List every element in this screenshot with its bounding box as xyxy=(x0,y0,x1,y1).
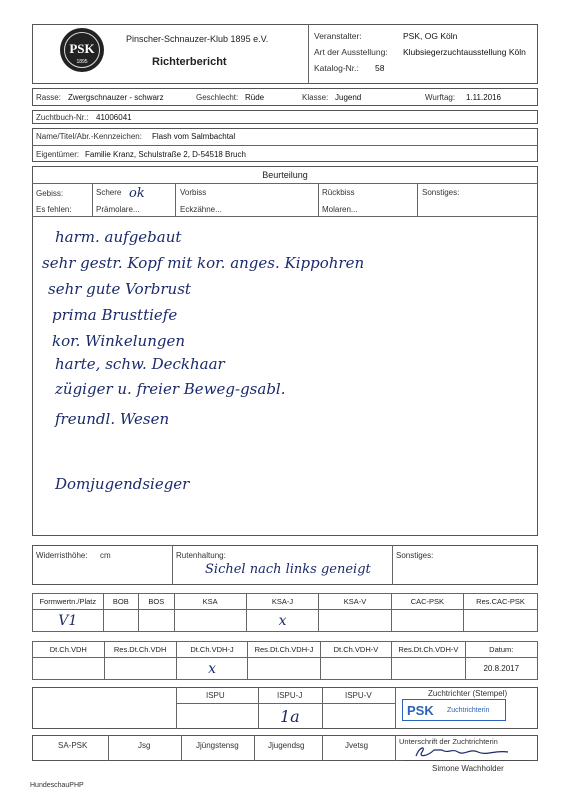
date-value: 20.8.2017 xyxy=(465,658,538,680)
height-label: Widerristhöhe: xyxy=(36,551,88,560)
sex-value: Rüde xyxy=(245,93,265,102)
schere-label: Schere xyxy=(96,188,122,197)
ispu-header: ISPU xyxy=(206,691,225,700)
software-footer: HundeschauPHP xyxy=(30,782,84,789)
eckzaehne-label: Eckzähne... xyxy=(180,205,222,214)
results-table-2 xyxy=(32,641,538,680)
assessment-line: kor. Winkelungen xyxy=(52,332,186,350)
result-value xyxy=(139,610,174,632)
assessment-line: freundl. Wesen xyxy=(55,410,170,428)
praemolare-label: Prämolare... xyxy=(96,205,140,214)
result-value xyxy=(320,658,392,680)
result-header: Dt.Ch.VDH-V xyxy=(320,642,392,658)
tail-handwritten: Sichel nach links geneigt xyxy=(205,562,371,577)
whelped-value: 1.11.2016 xyxy=(466,93,501,102)
organizer-label: Veranstalter: xyxy=(314,31,362,41)
vorbiss-label: Vorbiss xyxy=(180,188,207,197)
report-title: Richterbericht xyxy=(152,56,227,68)
result-header: Res.Dt.Ch.VDH-J xyxy=(248,642,320,658)
studbook-label: Zuchtbuch-Nr.: xyxy=(36,113,89,122)
signature-label: Unterschrift der Zuchtrichterin xyxy=(399,737,498,746)
breed-label: Rasse: xyxy=(36,93,61,102)
owner-value: Familie Kranz, Schulstraße 2, D-54518 Bruch xyxy=(85,150,246,159)
assessment-line: harm. aufgebaut xyxy=(55,228,182,246)
club-logo xyxy=(60,28,104,72)
result-value xyxy=(248,658,320,680)
tail-label: Rutenhaltung: xyxy=(176,551,226,560)
result-value xyxy=(33,658,105,680)
other-label: Sonstiges: xyxy=(396,551,434,560)
ispu-j-header: ISPU-J xyxy=(277,691,303,700)
assessment-line: sehr gestr. Kopf mit kor. anges. Kippohren xyxy=(42,254,365,272)
height-unit: cm xyxy=(100,551,111,560)
header-divider xyxy=(308,24,309,84)
whelped-label: Wurftag: xyxy=(425,93,456,102)
organizer-value: PSK, OG Köln xyxy=(403,31,458,41)
stamp-text: PSK xyxy=(407,703,434,718)
catalog-label: Katalog-Nr.: xyxy=(314,63,359,73)
result-value xyxy=(104,658,176,680)
result-header: BOB xyxy=(103,594,138,610)
ispu-v-header: ISPU-V xyxy=(345,691,372,700)
jjugendsg-header: Jjugendsg xyxy=(268,741,305,750)
result-header: Res.Dt.Ch.VDH-V xyxy=(392,642,465,658)
owner-label: Eigentümer: xyxy=(36,150,80,159)
result-header: CAC-PSK xyxy=(391,594,463,610)
name-value: Flash vom Salmbachtal xyxy=(152,132,236,141)
judge-name: Simone Wachholder xyxy=(432,764,504,773)
gebiss-label: Gebiss: xyxy=(36,189,64,198)
result-value xyxy=(391,610,463,632)
show-type-label: Art der Ausstellung: xyxy=(314,47,388,57)
result-header: Datum: xyxy=(465,642,538,658)
result-header: Res.Dt.Ch.VDH xyxy=(104,642,176,658)
assessment-line: harte, schw. Deckhaar xyxy=(55,355,225,373)
rueckbiss-label: Rückbiss xyxy=(322,188,355,197)
assessment-line: sehr gute Vorbrust xyxy=(48,280,191,298)
result-value xyxy=(319,610,391,632)
sex-label: Geschlecht: xyxy=(196,93,239,102)
result-value xyxy=(392,658,465,680)
catalog-value: 58 xyxy=(375,63,385,73)
molaren-label: Molaren... xyxy=(322,205,358,214)
result-value xyxy=(464,610,538,632)
result-header: BOS xyxy=(139,594,174,610)
jjuengstensg-header: Jjüngstensg xyxy=(196,741,239,750)
breed-value: Zwergschnauzer - schwarz xyxy=(68,93,164,102)
club-name: Pinscher-Schnauzer-Klub 1895 e.V. xyxy=(126,34,269,44)
result-header: Dt.Ch.VDH xyxy=(33,642,105,658)
result-header: Formwertn./Platz xyxy=(33,594,104,610)
result-header: Dt.Ch.VDH-J xyxy=(176,642,248,658)
logo-year: 1895 xyxy=(76,59,88,65)
stamp-label: Zuchtrichter (Stempel) xyxy=(428,689,508,698)
sonstiges-label: Sonstiges: xyxy=(422,188,460,197)
results-table-1 xyxy=(32,593,538,632)
class-label: Klasse: xyxy=(302,93,329,102)
judge-signature xyxy=(412,744,512,760)
result-value xyxy=(174,610,246,632)
result-value xyxy=(103,610,138,632)
result-value-ksa-j: x xyxy=(246,610,318,632)
studbook-value: 41006041 xyxy=(96,113,132,122)
title-award-line: Domjugendsieger xyxy=(55,475,190,493)
assessment-heading: Beurteilung xyxy=(262,170,308,180)
jvetsg-header: Jvetsg xyxy=(345,741,369,750)
ispu-j-value: 1a xyxy=(280,707,300,726)
result-header: Res.CAC-PSK xyxy=(464,594,538,610)
jsg-header: Jsg xyxy=(138,741,151,750)
schere-handwritten: ok xyxy=(129,186,145,201)
logo-text: PSK xyxy=(69,41,95,56)
result-header: KSA-V xyxy=(319,594,391,610)
result-value-vdh-j: x xyxy=(176,658,248,680)
assessment-line: prima Brusttiefe xyxy=(52,306,178,324)
name-label: Name/Titel/Abr.-Kennzeichen: xyxy=(36,132,142,141)
result-header: KSA xyxy=(174,594,246,610)
stamp-sub: Zuchtrichterin xyxy=(447,707,490,714)
es-fehlen-label: Es fehlen: xyxy=(36,205,72,214)
judge-stamp xyxy=(402,699,506,721)
show-type-value: Klubsiegerzuchtausstellung Köln xyxy=(403,47,526,57)
sa-psk-header: SA-PSK xyxy=(58,741,88,750)
assessment-line: zügiger u. freier Beweg-gsabl. xyxy=(55,380,286,398)
result-header: KSA-J xyxy=(246,594,318,610)
result-value-formwert: V1 xyxy=(33,610,104,632)
class-value: Jugend xyxy=(335,93,362,102)
